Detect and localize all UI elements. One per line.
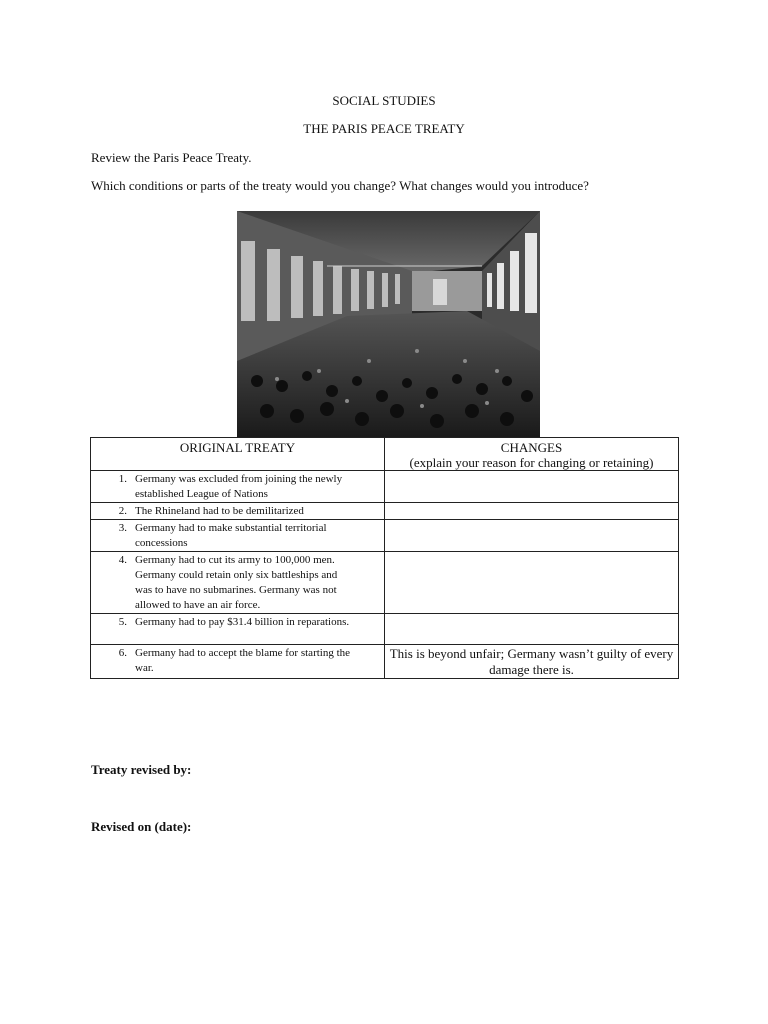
- revised-on-label: Revised on (date):: [91, 819, 192, 834]
- original-text: Germany had to cut its army to 100,000 men. Germany could retain only six battleships and was to have no submarines. Germany was not allowed to have an air force.: [135, 554, 338, 611]
- page-title: THE PARIS PEACE TREATY: [303, 121, 465, 136]
- historical-photo-icon: [237, 211, 540, 437]
- table-row: [91, 471, 679, 503]
- revised-by-label: Treaty revised by:: [91, 762, 192, 777]
- hall-of-mirrors-photo: [237, 211, 540, 437]
- row-number: 6.: [118, 647, 127, 659]
- original-text: Germany was excluded from joining the newly established League of Nations: [135, 473, 343, 500]
- table-header-row: [91, 438, 679, 471]
- change-cell[interactable]: [385, 552, 679, 614]
- subject-heading: SOCIAL STUDIES: [332, 93, 436, 108]
- changes-header-label: CHANGES: [500, 440, 563, 455]
- original-cell: [91, 552, 385, 614]
- instruction-question: Which conditions or parts of the treaty would you change? What changes would you introduce?: [91, 178, 589, 193]
- row-number: 1.: [118, 473, 127, 485]
- original-cell: [91, 503, 385, 520]
- original-text: Germany had to make substantial territorial concessions: [135, 522, 327, 549]
- row-number: 5.: [118, 616, 127, 628]
- change-cell[interactable]: This is beyond unfair; Germany wasn’t guilty of every damage there is.: [385, 645, 679, 679]
- treaty-table: [90, 437, 679, 679]
- row-number: 2.: [118, 505, 127, 517]
- row-number: 3.: [118, 522, 127, 534]
- table-row: [91, 552, 679, 614]
- change-cell[interactable]: [385, 503, 679, 520]
- original-text: Germany had to pay $31.4 billion in reparations.: [135, 616, 350, 628]
- original-treaty-header-label: ORIGINAL TREATY: [179, 440, 296, 455]
- change-cell[interactable]: [385, 520, 679, 552]
- original-text: Germany had to accept the blame for starting the war.: [135, 647, 351, 674]
- changes-header-subtitle: (explain your reason for changing or retaining): [409, 455, 654, 470]
- change-cell[interactable]: [385, 471, 679, 503]
- table-row: [91, 645, 679, 679]
- table-row: [91, 520, 679, 552]
- row-number: 4.: [118, 554, 127, 566]
- original-cell: [91, 614, 385, 645]
- original-cell: [91, 520, 385, 552]
- change-cell[interactable]: [385, 614, 679, 645]
- table-row: [91, 503, 679, 520]
- instruction-review: Review the Paris Peace Treaty.: [91, 150, 252, 165]
- original-cell: [91, 471, 385, 503]
- original-text: The Rhineland had to be demilitarized: [135, 505, 304, 517]
- original-cell: [91, 645, 385, 679]
- table-row: [91, 614, 679, 645]
- changes-header: [385, 438, 679, 471]
- original-treaty-header: [91, 438, 385, 471]
